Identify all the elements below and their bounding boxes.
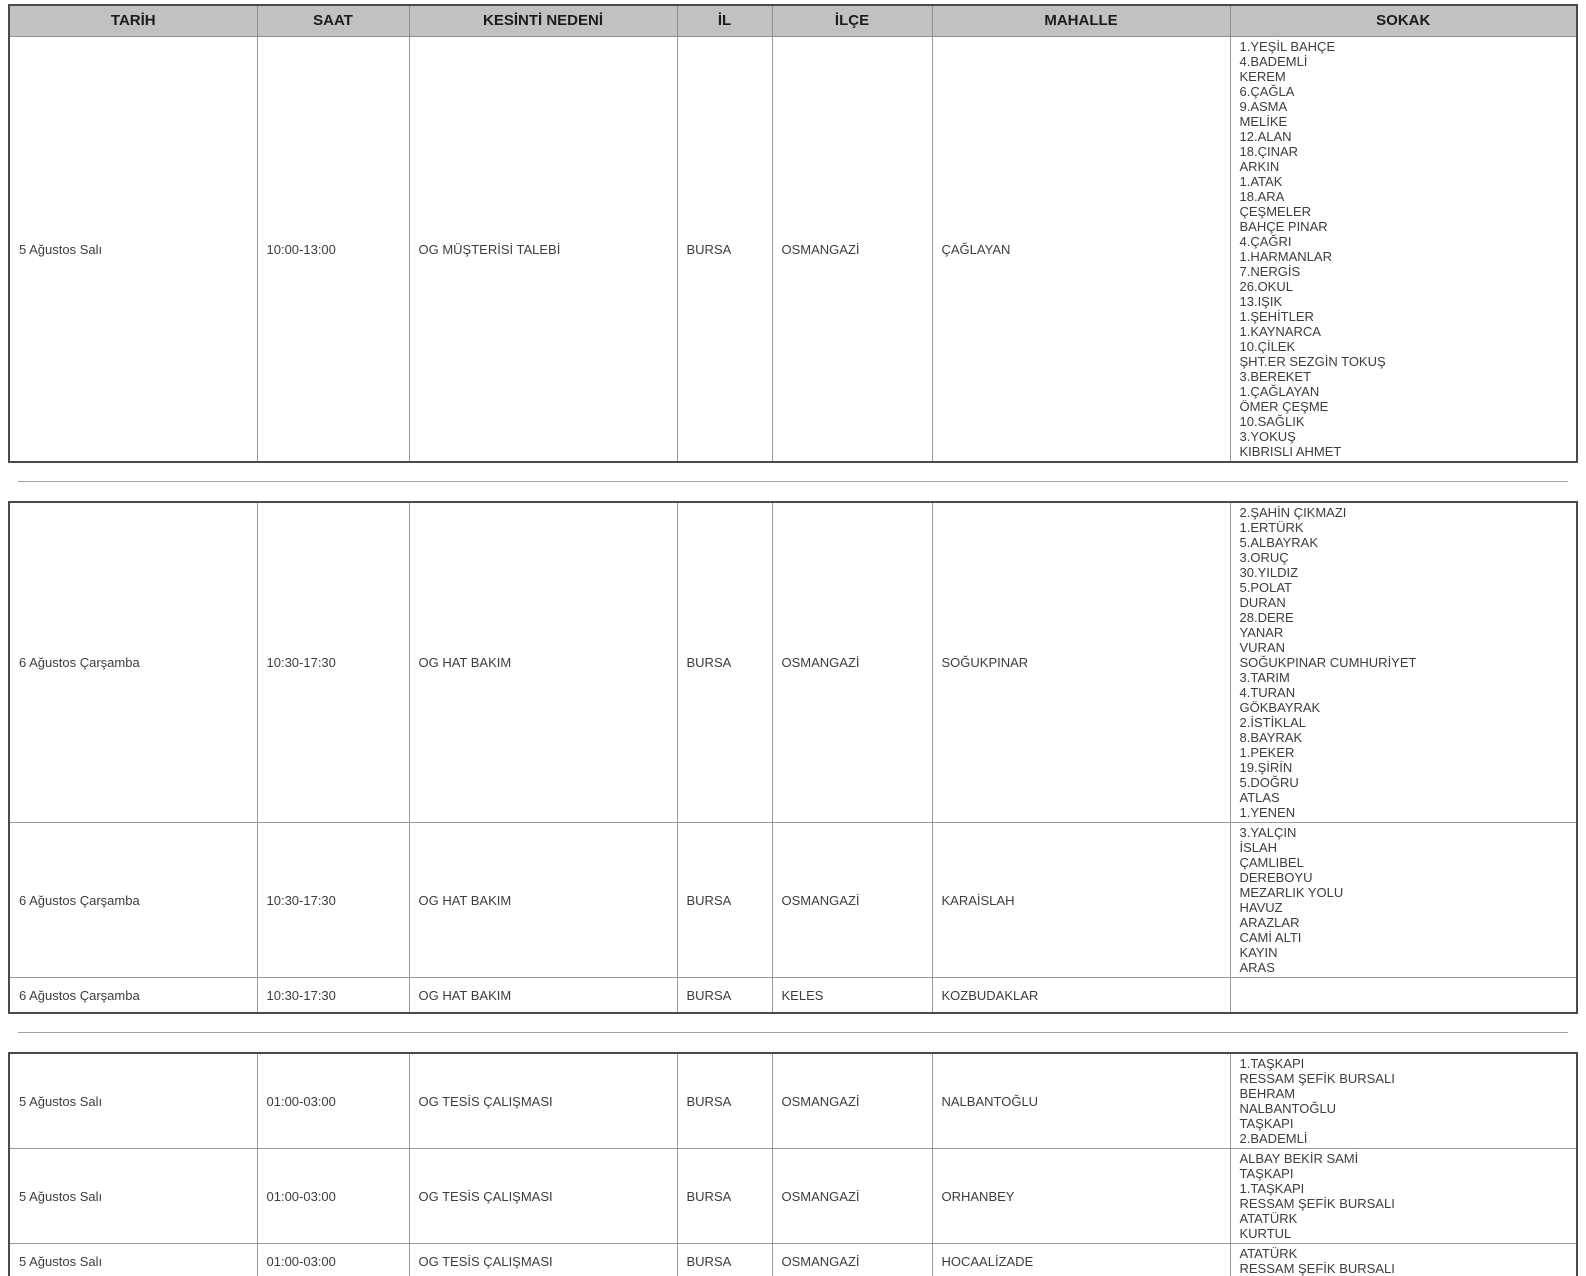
street-line: TAŞKAPI [1239, 1116, 1294, 1131]
cell-tarih: 5 Ağustos Salı [9, 1053, 257, 1149]
street-line: RESSAM ŞEFİK BURSALI [1239, 1196, 1395, 1211]
cell-mahalle: SOĞUKPINAR [932, 502, 1230, 823]
street-line: KURTUL [1239, 1226, 1292, 1241]
street-line: 1.TAŞKAPI [1239, 1181, 1305, 1196]
street-line: 1.YEŞİL BAHÇE [1239, 39, 1336, 54]
outage-table-group-3 [8, 1052, 1578, 1276]
cell-il: BURSA [677, 502, 772, 823]
header-cell-saat: SAAT [257, 5, 409, 37]
outage-row [9, 823, 1577, 978]
cell-neden: OG HAT BAKIM [409, 978, 677, 1014]
header-cell-tarih: TARİH [9, 5, 257, 37]
header-row [9, 5, 1577, 37]
street-line: 28.DERE [1239, 610, 1294, 625]
street-line: 1.ŞEHİTLER [1239, 309, 1314, 324]
street-line: 4.BADEMLİ [1239, 54, 1308, 69]
cell-neden: OG HAT BAKIM [409, 502, 677, 823]
street-line: BAHÇE PINAR [1239, 219, 1328, 234]
street-line: ARAZLAR [1239, 915, 1300, 930]
cell-sokak [1230, 823, 1577, 978]
cell-il: BURSA [677, 1244, 772, 1276]
street-line: DEREBOYU [1239, 870, 1313, 885]
street-line: GÖKBAYRAK [1239, 700, 1321, 715]
cell-ilce: KELES [772, 978, 932, 1014]
cell-saat: 10:30-17:30 [257, 502, 409, 823]
outage-row [9, 1149, 1577, 1244]
cell-ilce: OSMANGAZİ [772, 823, 932, 978]
street-line: 8.BAYRAK [1239, 730, 1303, 745]
street-line: 19.ŞİRİN [1239, 760, 1293, 775]
street-line: 10.SAĞLIK [1239, 414, 1305, 429]
cell-il: BURSA [677, 1149, 772, 1244]
outage-table-group-2 [8, 501, 1578, 1014]
street-line: 2.İSTİKLAL [1239, 715, 1306, 730]
street-line: HAVUZ [1239, 900, 1283, 915]
cell-tarih: 5 Ağustos Salı [9, 1244, 257, 1276]
street-line: 5.ALBAYRAK [1239, 535, 1319, 550]
header-cell-sokak: SOKAK [1230, 5, 1577, 37]
street-line: NALBANTOĞLU [1239, 1101, 1337, 1116]
cell-sokak [1230, 502, 1577, 823]
cell-ilce: OSMANGAZİ [772, 1244, 932, 1276]
cell-neden: OG MÜŞTERİSİ TALEBİ [409, 37, 677, 463]
cell-il: BURSA [677, 1053, 772, 1149]
cell-sokak [1230, 978, 1577, 1014]
street-line: 2.BADEMLİ [1239, 1131, 1308, 1146]
street-line: 1.ATAK [1239, 174, 1283, 189]
cell-sokak [1230, 1244, 1577, 1276]
outage-table-group-1 [8, 4, 1578, 463]
cell-neden: OG TESİS ÇALIŞMASI [409, 1053, 677, 1149]
cell-ilce: OSMANGAZİ [772, 1053, 932, 1149]
street-line: RESSAM ŞEFİK BURSALI [1239, 1071, 1395, 1086]
cell-saat: 01:00-03:00 [257, 1244, 409, 1276]
street-line: ATATÜRK [1239, 1211, 1298, 1226]
street-line: 5.DOĞRU [1239, 775, 1299, 790]
street-line: 4.ÇAĞRI [1239, 234, 1292, 249]
cell-tarih: 6 Ağustos Çarşamba [9, 502, 257, 823]
street-line: ARAS [1239, 960, 1275, 975]
street-line: VURAN [1239, 640, 1286, 655]
street-line: 3.BEREKET [1239, 369, 1312, 384]
street-line: 1.PEKER [1239, 745, 1295, 760]
street-line: 1.ERTÜRK [1239, 520, 1304, 535]
cell-tarih: 6 Ağustos Çarşamba [9, 823, 257, 978]
cell-ilce: OSMANGAZİ [772, 37, 932, 463]
cell-il: BURSA [677, 823, 772, 978]
street-line: 1.ÇAĞLAYAN [1239, 384, 1320, 399]
cell-mahalle: ÇAĞLAYAN [932, 37, 1230, 463]
street-line: 3.YOKUŞ [1239, 429, 1296, 444]
cell-sokak [1230, 1053, 1577, 1149]
street-line: ŞHT.ER SEZGİN TOKUŞ [1239, 354, 1386, 369]
table-separator [18, 481, 1568, 482]
street-line: 2.ŞAHİN ÇIKMAZI [1239, 505, 1347, 520]
outage-row [9, 37, 1577, 463]
street-line: İSLAH [1239, 840, 1278, 855]
cell-neden: OG TESİS ÇALIŞMASI [409, 1149, 677, 1244]
street-line: ÖMER ÇEŞME [1239, 399, 1329, 414]
street-line: 3.ORUÇ [1239, 550, 1289, 565]
cell-mahalle: KOZBUDAKLAR [932, 978, 1230, 1014]
header-cell-neden: KESİNTİ NEDENİ [409, 5, 677, 37]
cell-mahalle: ORHANBEY [932, 1149, 1230, 1244]
street-line: KEREM [1239, 69, 1286, 84]
street-line: 26.OKUL [1239, 279, 1293, 294]
cell-tarih: 5 Ağustos Salı [9, 1149, 257, 1244]
street-line: 3.YALÇIN [1239, 825, 1297, 840]
cell-mahalle: NALBANTOĞLU [932, 1053, 1230, 1149]
street-line: MEZARLIK YOLU [1239, 885, 1344, 900]
cell-ilce: OSMANGAZİ [772, 502, 932, 823]
cell-mahalle: KARAİSLAH [932, 823, 1230, 978]
cell-tarih: 5 Ağustos Salı [9, 37, 257, 463]
street-line: ÇAMLIBEL [1239, 855, 1304, 870]
street-line: BEHRAM [1239, 1086, 1296, 1101]
street-line: 5.POLAT [1239, 580, 1293, 595]
street-line: 7.NERGİS [1239, 264, 1301, 279]
street-line: 1.YENEN [1239, 805, 1296, 820]
cell-sokak [1230, 1149, 1577, 1244]
street-line: 4.TURAN [1239, 685, 1296, 700]
header-cell-ilce: İLÇE [772, 5, 932, 37]
street-line: ARKIN [1239, 159, 1280, 174]
street-line: SOĞUKPINAR CUMHURİYET [1239, 655, 1417, 670]
street-line: 1.HARMANLAR [1239, 249, 1332, 264]
table-separator [18, 1032, 1568, 1033]
outage-table-header [9, 5, 1577, 37]
street-line: KAYIN [1239, 945, 1278, 960]
street-line: ALBAY BEKİR SAMİ [1239, 1151, 1359, 1166]
street-line: ATLAS [1239, 790, 1280, 805]
cell-saat: 01:00-03:00 [257, 1149, 409, 1244]
street-line: TAŞKAPI [1239, 1166, 1294, 1181]
cell-sokak [1230, 37, 1577, 463]
cell-ilce: OSMANGAZİ [772, 1149, 932, 1244]
street-line: RESSAM ŞEFİK BURSALI [1239, 1261, 1395, 1276]
cell-saat: 01:00-03:00 [257, 1053, 409, 1149]
street-line: YANAR [1239, 625, 1284, 640]
street-line: KIBRISLI AHMET [1239, 444, 1342, 459]
cell-neden: OG HAT BAKIM [409, 823, 677, 978]
street-line: ATATÜRK [1239, 1246, 1298, 1261]
outage-row [9, 502, 1577, 823]
street-line: ÇEŞMELER [1239, 204, 1312, 219]
street-line: 9.ASMA [1239, 99, 1288, 114]
cell-mahalle: HOCAALİZADE [932, 1244, 1230, 1276]
outage-row [9, 1053, 1577, 1149]
street-line: 3.TARIM [1239, 670, 1290, 685]
outage-row [9, 1244, 1577, 1276]
cell-il: BURSA [677, 978, 772, 1014]
cell-saat: 10:00-13:00 [257, 37, 409, 463]
street-line: 13.IŞIK [1239, 294, 1283, 309]
street-line: DURAN [1239, 595, 1286, 610]
cell-tarih: 6 Ağustos Çarşamba [9, 978, 257, 1014]
street-line: 12.ALAN [1239, 129, 1292, 144]
street-line: 18.ARA [1239, 189, 1285, 204]
street-line: MELİKE [1239, 114, 1288, 129]
street-line: 6.ÇAĞLA [1239, 84, 1295, 99]
outage-row [9, 978, 1577, 1014]
street-line: CAMİ ALTI [1239, 930, 1302, 945]
street-line: 10.ÇİLEK [1239, 339, 1296, 354]
street-line: 1.TAŞKAPI [1239, 1056, 1305, 1071]
street-line: 30.YILDIZ [1239, 565, 1299, 580]
street-line: 1.KAYNARCA [1239, 324, 1321, 339]
header-cell-mahalle: MAHALLE [932, 5, 1230, 37]
cell-neden: OG TESİS ÇALIŞMASI [409, 1244, 677, 1276]
cell-saat: 10:30-17:30 [257, 978, 409, 1014]
header-cell-il: İL [677, 5, 772, 37]
cell-il: BURSA [677, 37, 772, 463]
street-line: 18.ÇINAR [1239, 144, 1299, 159]
cell-saat: 10:30-17:30 [257, 823, 409, 978]
